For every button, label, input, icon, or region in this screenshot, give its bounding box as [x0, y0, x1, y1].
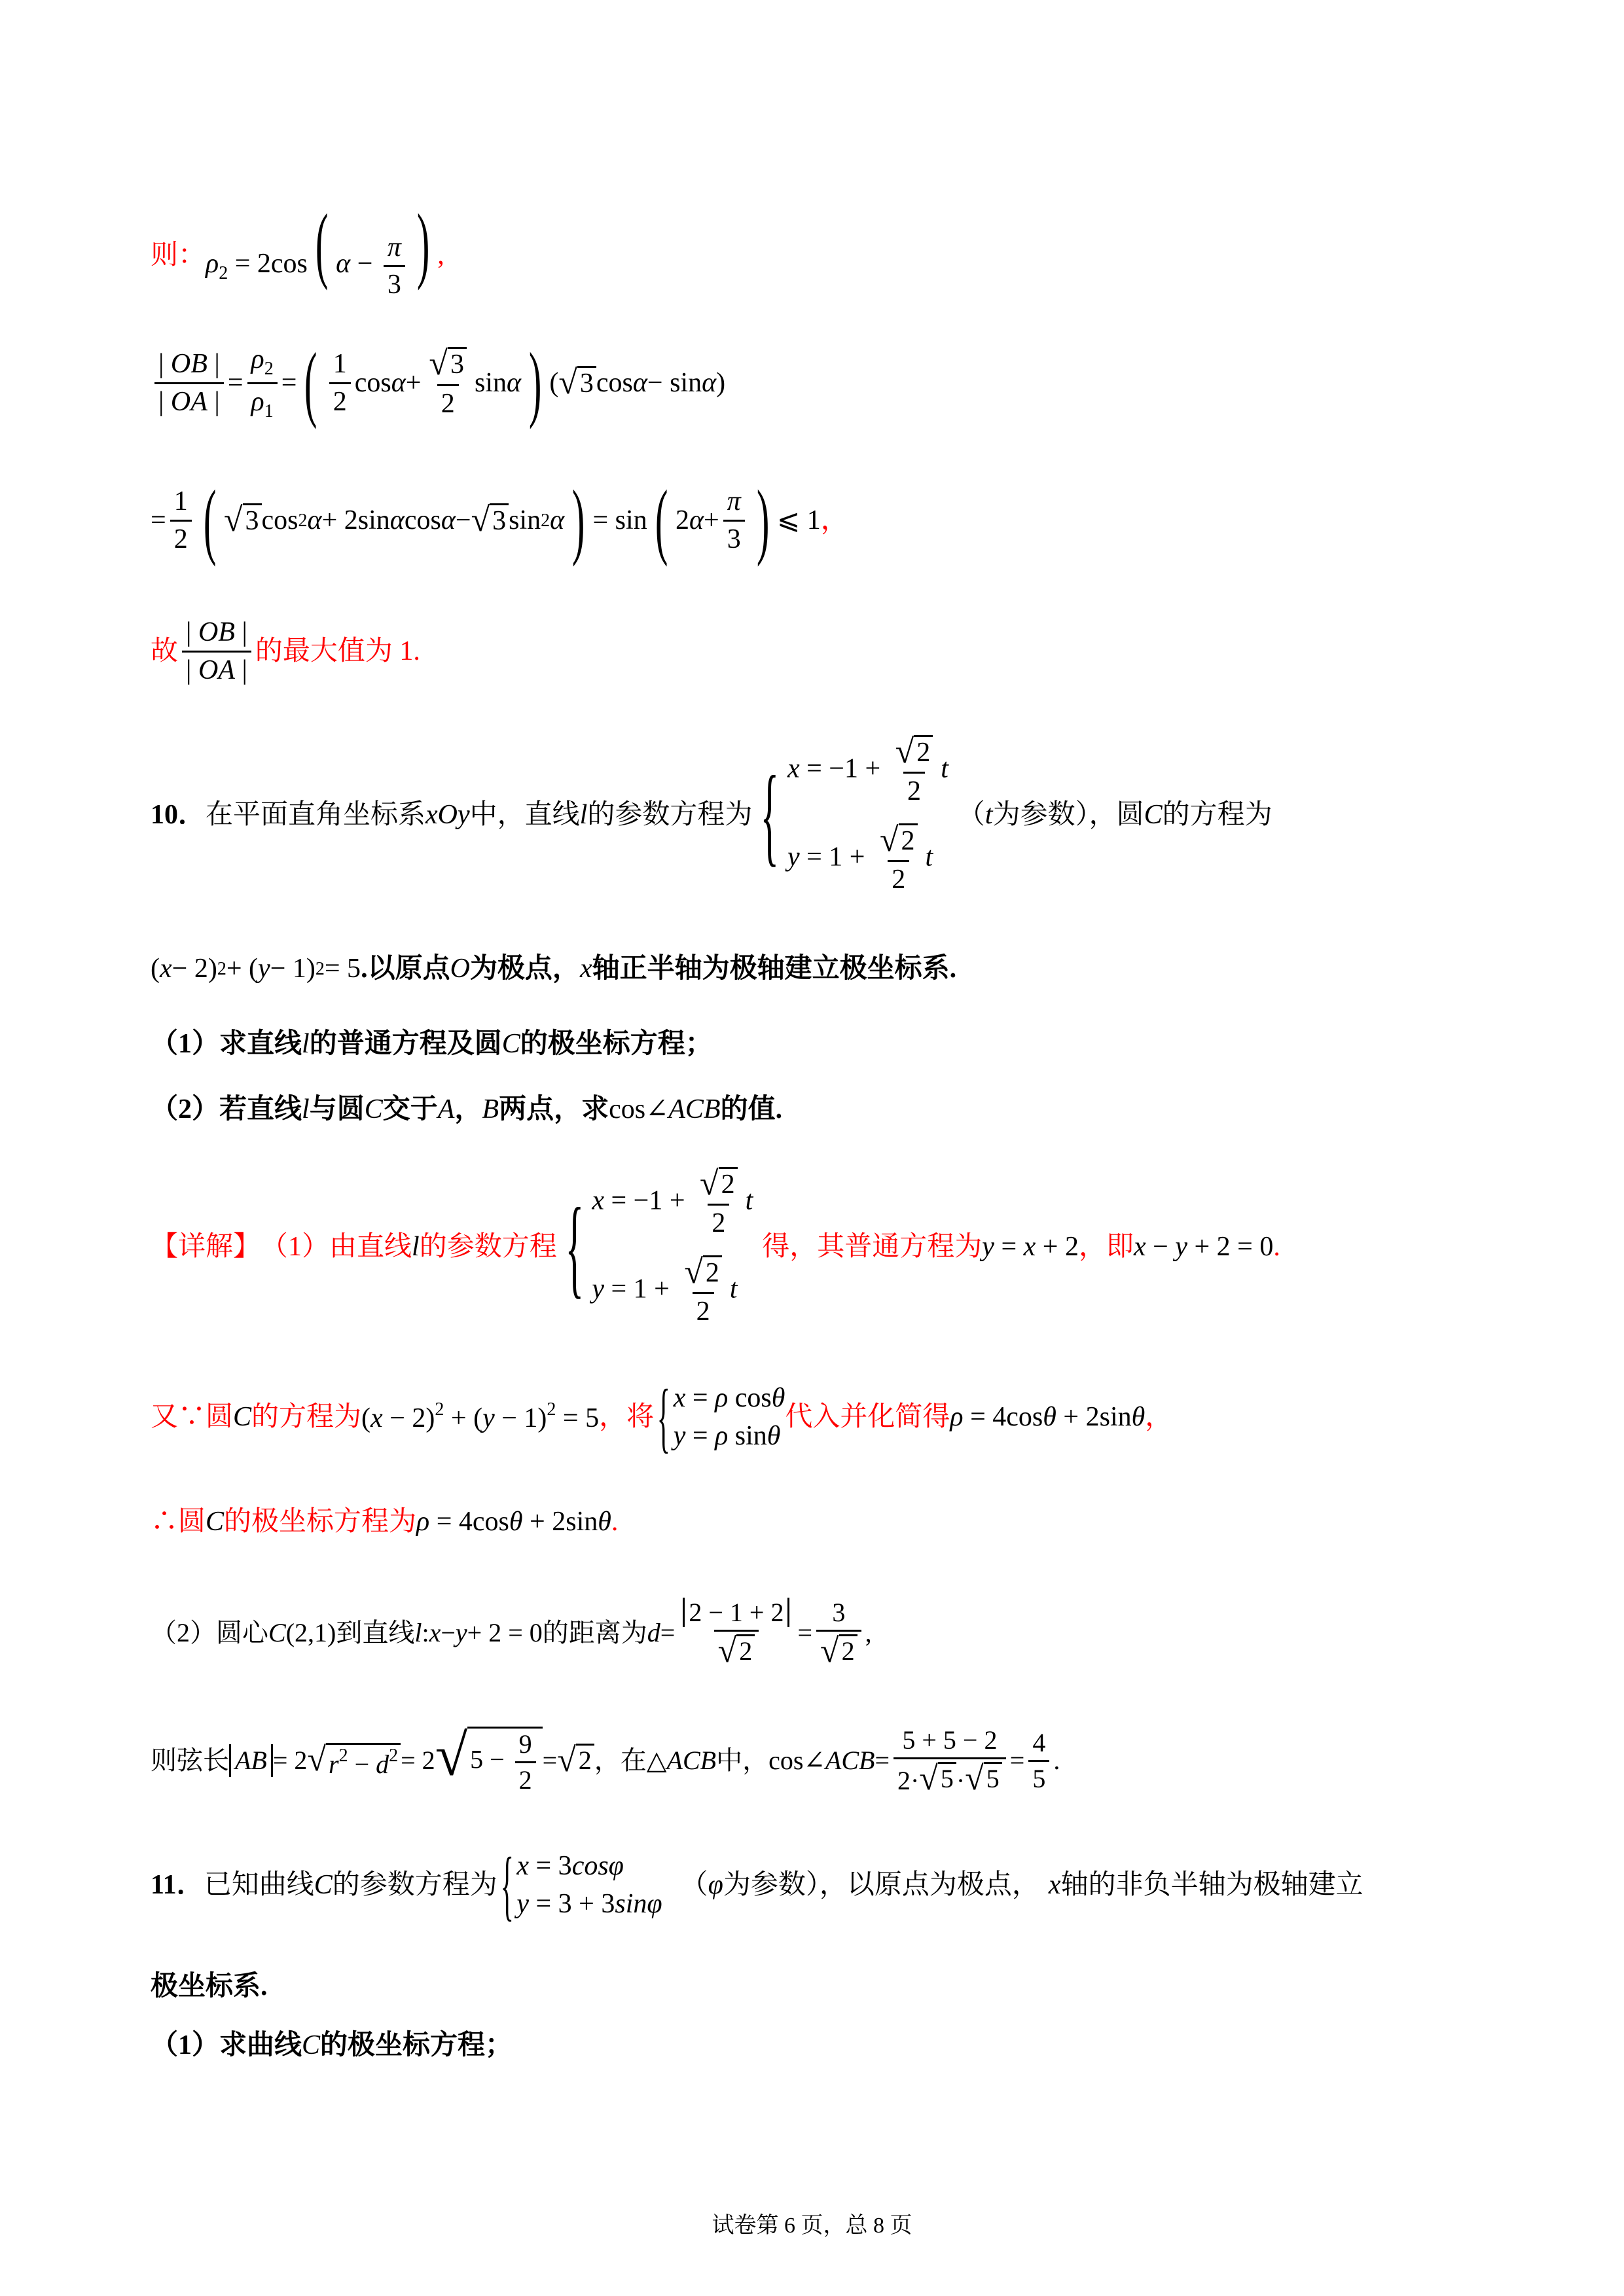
problem10-solution-line-2: 又∵圆 C 的方程为 $(x - 2)^2 + (y - 1)^2 = 5$ ，将 { x = ρ cosθ y = ρ sinθ 代入并化简得 ρ = 4cosθ + 2sinθ ，: [151, 1373, 1173, 1460]
problem10-solution-line-3: ∴圆 C 的极坐标方程为 ρ = 4cosθ + 2sinθ .: [151, 1506, 619, 1537]
sol9-line-2: $\frac{| OB |}{| OA |}$ = $\frac{\rho_2}{\rho_1}$ = ( $\frac{1}{2}$ cos α + √ 3 2 sin α ) ( √ 3 cos α − sin α ): [151, 334, 1473, 432]
curve-c-parametric-system: x = 3cosφ y = 3 + 3sinφ: [516, 1850, 662, 1919]
sol9-line-4: 故 $\frac{| OB |}{| OA |}$ 的最大值为 1.: [151, 617, 420, 685]
problem10-solution-line-1: 【详解】 （1）由直线 l 的参数方程 { x = −1 + √ 2 2 t y = 1 + √ 2 2 t 得，其普通方程为 y = x + 2 ，即 x − y + 2 = 0 .: [151, 1164, 1280, 1327]
rho2-equation: $\rho_2 = 2\cos$( α − $\frac{\pi}{3}$ ): [206, 197, 430, 300]
line-l-parametric-system: x = −1 + √ 2 2 t y = 1 + √ 2 2 t: [787, 732, 948, 895]
page-footer: 试卷第 6 页，总 8 页: [712, 2214, 912, 2238]
problem11-question-1: （1）求曲线 C 的极坐标方程；: [151, 2030, 513, 2060]
problem10-question-1: （1）求直线 l 的普通方程及圆 C 的极坐标方程；: [151, 1028, 713, 1059]
problem10-solution-line-5: 则弦长 AB = 2 √ $r^2 - d^2$ = 2 √ 5 − $\frac{9}{2}$ = √ 2 ，在 △ ACB 中， cos∠ ACB = 5 + 5 − 2 2· √ 5 · √ 5 = $\frac{4}{5}$ .: [151, 1723, 1060, 1797]
sol9-line-1: 则： $\rho_2 = 2\cos$( α − $\frac{\pi}{3}$ ) ,: [151, 197, 444, 300]
problem10-stem-line-1: 10． 在平面直角坐标系 xOy 中，直线 l 的参数方程为 { x = −1 + √ 2 2 t y = 1 + √ 2 2 t （ t 为参数），圆 C 的方程为: [151, 732, 1272, 895]
problem11-stem-line-1: 11． 已知曲线 C 的参数方程为 { x = 3cosφ y = 3 + 3sinφ （ φ 为参数），以原点为极点， x 轴的非负半轴为极轴建立: [151, 1841, 1363, 1928]
problem10-stem-line-2: ( x − 2) 2 + ( y − 1) 2 = 5 .以原点 O 为极点， x 轴正半轴为极轴建立极坐标系.: [151, 953, 957, 984]
problem10-question-2: （2）若直线 l 与圆 C 交于 A ， B 两点，求 cos∠ACB 的值.: [151, 1094, 783, 1124]
problem10-solution-line-4: （2）圆心 C (2,1) 到直线 l : x − y + 2 = 0 的距离为 d = 2 − 1 + 2 √ 2 = 3 √ 2 ,: [151, 1597, 872, 1670]
sol9-line-3: = $\frac{1}{2}$ ( √ 3 cos 2 α + 2sin α cos α − √ 3 sin 2 α ) = sin ( 2 α + $\frac{\pi}{3}$ ) ⩽ 1 ，: [151, 473, 848, 567]
problem11-stem-line-2: 极坐标系.: [151, 1971, 268, 2001]
